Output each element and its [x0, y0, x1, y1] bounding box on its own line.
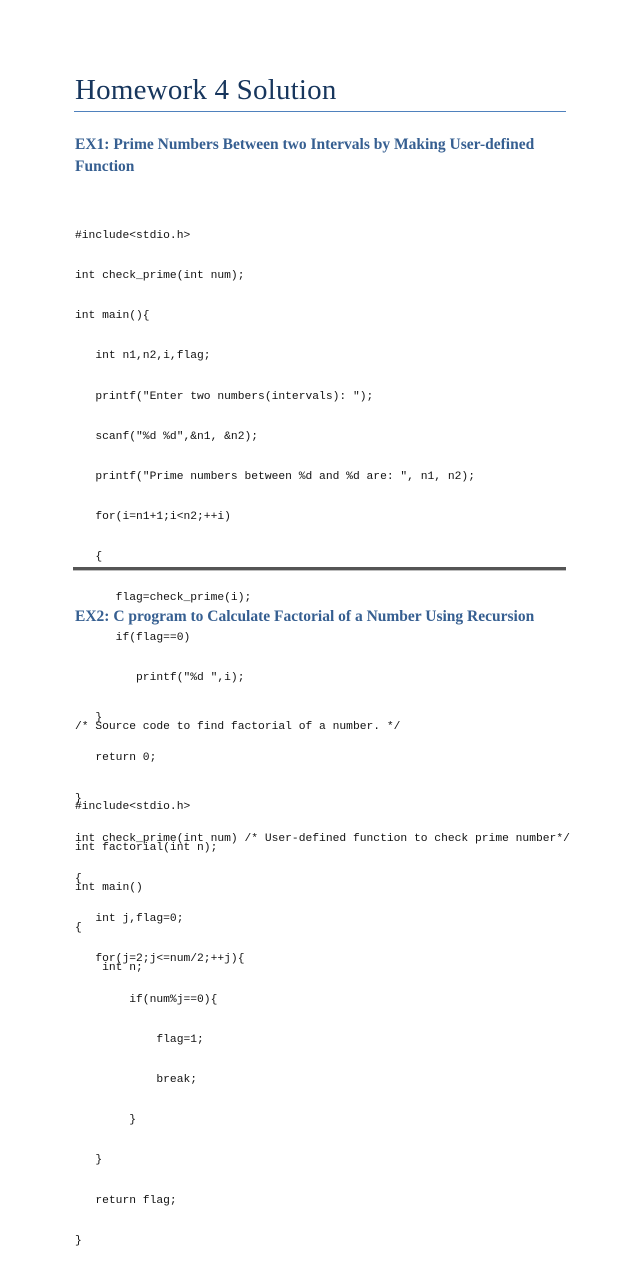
- code-line: flag=check_prime(i);: [75, 591, 252, 604]
- code-line: #include<stdio.h>: [75, 801, 191, 814]
- code-line: /* Source code to find factorial of a number. */: [75, 721, 401, 734]
- code-line: #include<stdio.h>: [75, 229, 191, 242]
- code-line: int check_prime(int num) /* User-defined function to check prime number*/: [75, 832, 570, 845]
- code-line: int n1,n2,i,flag;: [75, 350, 211, 363]
- code-line: printf("Enter two numbers(intervals): ");: [75, 390, 374, 403]
- code-block-ex2: [75, 654, 400, 1002]
- code-line: int n;: [75, 962, 143, 975]
- code-line: for(j=2;j<=num/2;++j){: [75, 953, 245, 966]
- code-line: }: [75, 712, 103, 725]
- document-title: Homework 4 Solution: [75, 74, 337, 106]
- code-line: {: [75, 551, 103, 564]
- code-line: break;: [75, 1074, 198, 1087]
- code-line: return 0;: [75, 752, 157, 765]
- code-line: int factorial(int n);: [75, 841, 218, 854]
- code-line: if(flag==0): [75, 631, 191, 644]
- section-divider: [73, 567, 566, 571]
- code-line: }: [75, 1114, 137, 1127]
- code-line: }: [75, 792, 82, 805]
- code-line: flag=1;: [75, 1033, 204, 1046]
- title-underline: [74, 111, 566, 112]
- code-line: int j,flag=0;: [75, 913, 184, 926]
- code-line: int check_prime(int num);: [75, 270, 245, 283]
- section-heading-ex2: EX2: C program to Calculate Factorial of a Number Using Recursion: [75, 608, 535, 625]
- code-line: {: [75, 873, 82, 886]
- code-line: int main(): [75, 881, 143, 894]
- code-line: return flag;: [75, 1194, 177, 1207]
- section-heading-ex1: EX1: Prime Numbers Between two Intervals by Making User-defined Function: [75, 136, 535, 175]
- code-line: int main(){: [75, 310, 150, 323]
- code-line: }: [75, 1234, 82, 1247]
- code-line: if(num%j==0){: [75, 993, 218, 1006]
- code-line: scanf("%d %d",&n1, &n2);: [75, 430, 259, 443]
- code-line: {: [75, 922, 82, 935]
- code-line: [75, 681, 400, 694]
- code-line: }: [75, 1154, 103, 1167]
- code-line: [75, 761, 400, 774]
- code-line: for(i=n1+1;i<n2;++i): [75, 511, 231, 524]
- code-line: printf("Prime numbers between %d and %d are: ", n1, n2);: [75, 471, 475, 484]
- code-line: printf("%d ",i);: [75, 672, 245, 685]
